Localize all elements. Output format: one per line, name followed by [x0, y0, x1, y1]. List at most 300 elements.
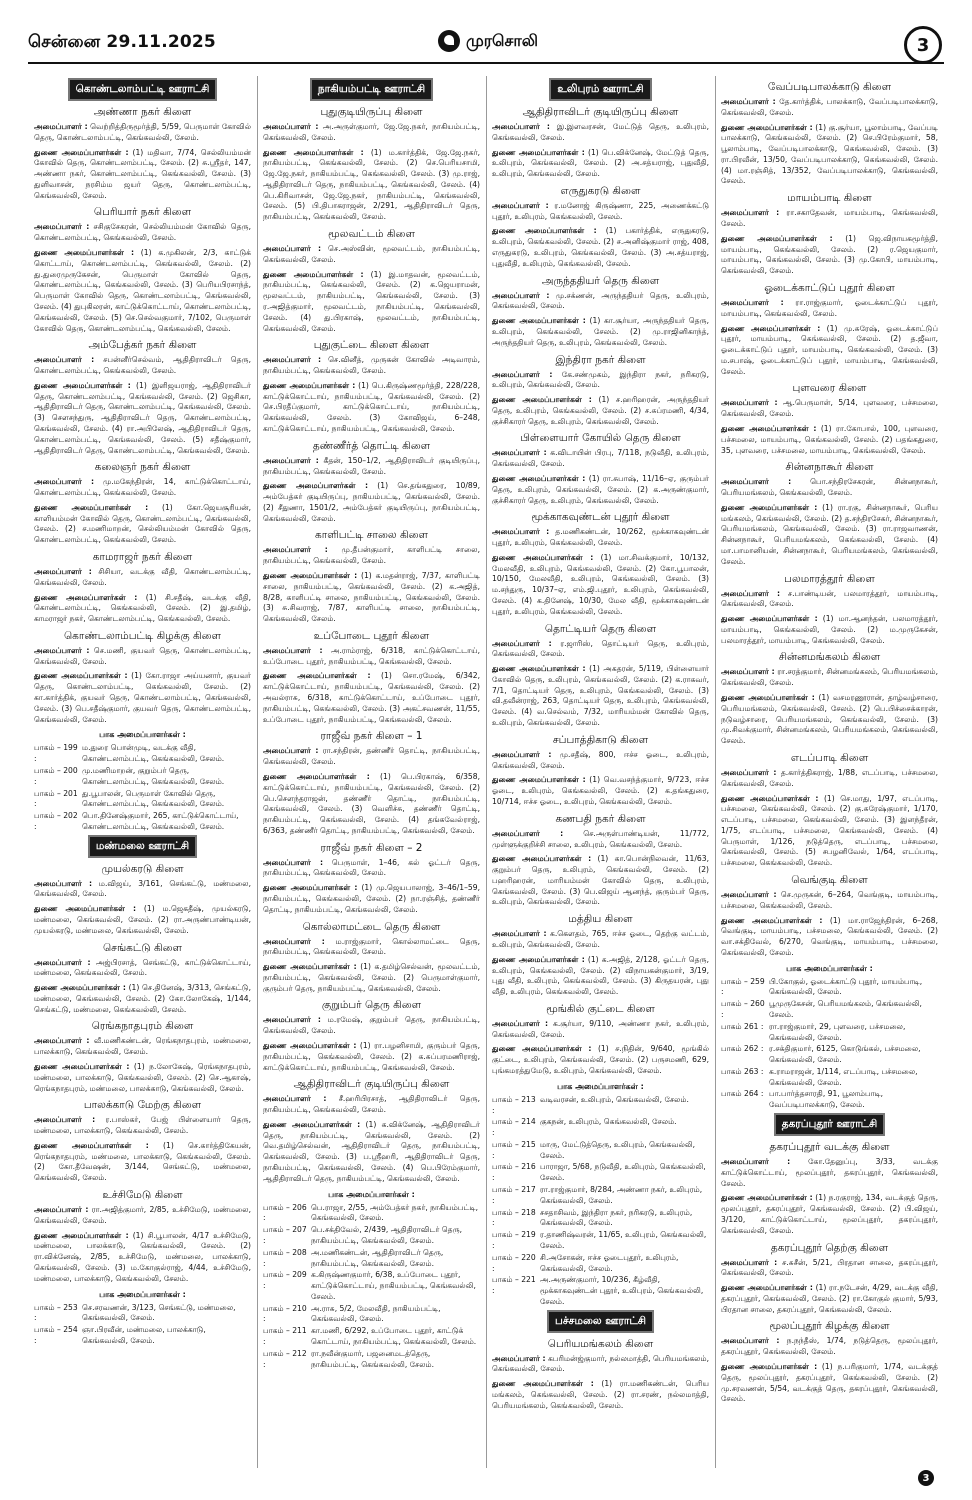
appointment-entry [34, 1205, 251, 1227]
appointee-details: வீ.மணிகண்டன், ரெங்கநாதபுரம், மண்மலை, பாலக்காடு, கெங்கவல்லி, சேலம். [34, 1036, 251, 1057]
appointee-details: அ.ராம்ராஜ், 6/318, காட்டுக்கொட்டாய், உப்போடை புதூர், நாகியம்பட்டி, கெங்கவல்லி, சேலம். [263, 645, 481, 666]
booth-number: பாகம் 261 : [721, 1021, 764, 1031]
booth-number: பாகம் – 253 : [34, 1302, 78, 1323]
role-label: துணை அமைப்பாளர்கள் : [34, 147, 129, 157]
appointment-entry [492, 448, 709, 470]
booth-number: பாகம் 262 : [721, 1044, 764, 1054]
booth-appointee: சசதாசிவம், இந்திரா நகர், நரிகரடு, உலிபுரம், கெங்கவல்லி, சேலம். [540, 1207, 693, 1228]
appointee-details: மு.மகேந்திரன், 14, காட்டுக்கொட்டாய், கொண்டலாம்பட்டி, கெங்கவல்லி, சேலம். [34, 477, 251, 498]
booth-entry [263, 1304, 480, 1326]
appointment-entry [721, 234, 938, 277]
appointee-details: கே.சண்முகம், இந்திரா நகர், நரிகரடு, உலிபுரம், கெங்கவல்லி, சேலம். [492, 369, 709, 390]
appointee-details: சசிகுசேகரன், செல்லியம்மன் கோவில் தெரு, கொண்டலாம்பட்டி, கெங்கவல்லி, சேலம். [34, 222, 251, 243]
appointment-entry [263, 148, 480, 223]
appointment-entry [263, 122, 480, 144]
appointment-entry [263, 1015, 480, 1037]
role-label: துணை அமைப்பாளர்கள் : [492, 395, 592, 405]
role-label: அமைப்பாளர் : [34, 355, 95, 365]
branch-heading: கலைஞர் நகர் கிளை [94, 461, 191, 474]
booth-number: பாகம் – 218 : [492, 1207, 536, 1228]
role-label: அமைப்பாளர் : [263, 545, 328, 555]
role-label: அமைப்பாளர் : [721, 477, 792, 487]
branch-heading: பெரியார் நகர் கிளை [93, 206, 192, 219]
appointment-entry [34, 381, 251, 456]
role-label: அமைப்பாளர் : [492, 1353, 546, 1363]
appointment-entry [721, 589, 938, 611]
role-label: துணை அமைப்பாளர்கள் : [721, 423, 817, 433]
role-label: அமைப்பாளர் : [34, 1036, 90, 1046]
booth-entry [34, 1325, 251, 1347]
appointee-details: (1) கோ.ராஜா அய்யனார், குயவர் தெரு, கொண்டலாம்பட்டி, கெங்கவல்லி, சேலம். (2) கா.கார்த்திக், குயவர் தெரு, கொண்டலாம்பட்டி, கெங்கவல்லி, சேலம். (3) பெ.சதீஷ்குமார், குயவர் தெரு, கொண்டலாம்பட்டி, கெங்கவல்லி, சேலம். [34, 671, 251, 724]
booth-appointee: அ.அருண்குமார், 10/236, கீழ்வீதி, மூக்காகவுண்டன் புதூர், உலிபுரம், கெங்கவல்லி, சேலம். [540, 1275, 704, 1306]
appointment-entry [34, 958, 251, 980]
booth-number: பாகம் – 220 : [492, 1252, 536, 1273]
booth-appointee: பி.கோகுல், ஓடைக்காட்டு புதூர், மாயம்பாடி, கெங்கவல்லி, சேலம். [769, 976, 923, 997]
branch-heading: உப்போடை புதூர் கிளை [313, 629, 430, 642]
booth-number: பாகம் 263 : [721, 1066, 764, 1076]
appointee-details: ர.பாஸ்கர், பேஜ் பிள்ளையார் தெரு, மண்மலை, பாலக்காடு, கெங்கவல்லி, சேலம். [34, 1115, 251, 1136]
appointee-details: செ.மணி, குயவர் தெரு, கொண்டலாம்பட்டி, கெங்கவல்லி, சேலம். [34, 645, 251, 666]
role-label: துணை அமைப்பாளர்கள் : [34, 1230, 129, 1240]
role-label: துணை அமைப்பாளர்கள் : [34, 1062, 130, 1071]
appointment-entry [263, 545, 480, 567]
appointee-details: (1) ரா.பழனிசாமி, குரும்பர் தெரு, நாகியம்பட்டி, கெங்கவல்லி, சேலம். (2) க.சுப்பரமணிராஜ், காட்டுக்கொட்டாய், நாகியம்பட்டி, கெங்கவல்லி, சேலம். [263, 1041, 481, 1072]
branch-heading: கணபதி நகர் கிளை [555, 812, 646, 825]
appointee-details: ச.பாண்டியன், பலமாரத்தூர், மாயம்பாடி, கெங்கவல்லி, சேலம். [721, 588, 938, 609]
appointment-entry [721, 794, 938, 869]
appointee-details: (1) ரா.மணிகண்டன், பெரிய மங்கலம், கெங்கவல்லி, சேலம். (2) ரா.சரண், நல்லமாத்தி, பெரியமங்கலம், கெங்கவல்லி, சேலம். [492, 1379, 710, 1410]
appointment-entry [492, 664, 709, 729]
branch-heading: ஆதிதிராவிடர் குடியிருப்பு கிளை [293, 1078, 450, 1091]
role-label: அமைப்பாளர் : [721, 889, 777, 899]
appointee-details: (1) செ.தங்கதுரை, 10/89, அம்பேத்கர் குடியிருப்பு, நாகியம்பட்டி, கெங்கவல்லி, சேலம். (2) சீதுணா, 1501/2, அம்பேத்கர் குடியிருப்பு, நாகியம்பட்டி, கெங்கவல்லி, சேலம். [263, 481, 481, 523]
booth-entry [492, 1208, 709, 1230]
booth-entry [34, 766, 251, 788]
role-label: துணை அமைப்பாளர்கள் : [263, 269, 364, 279]
role-label: அமைப்பாளர் : [263, 122, 319, 131]
role-label: அமைப்பாளர் : [263, 645, 323, 655]
role-label: அமைப்பாளர் : [492, 828, 564, 838]
paper-name: முரசொலி [466, 30, 538, 50]
booth-appointee: பொ.தினேஷ்குமார், 265, காட்டுக்கொட்டாய், கொண்டலாம்பட்டி, கெங்கவல்லி, சேலம். [82, 811, 239, 831]
role-label: அமைப்பாளர் : [492, 290, 550, 300]
appointment-entry [721, 503, 938, 568]
paper-logo-icon [438, 30, 460, 52]
role-label: அமைப்பாளர் : [263, 1094, 327, 1104]
appointment-entry [492, 553, 709, 618]
branch-heading: புதுகுட்டை கிளை கிளை [313, 339, 430, 352]
booth-entry [721, 999, 938, 1021]
appointment-entry [263, 772, 480, 837]
appointee-details: (1) செ.கார்த்திகேயன், ரெங்கநாதபுரம், மண்மலை, பாலக்காடு, கெங்கவல்லி, சேலம். (2) கோ.தீவேஷன், 3/144, செங்கட்டு, மண்மலை, கெங்கவல்லி, சேலம். [34, 1140, 251, 1183]
appointment-entry [492, 527, 709, 549]
booth-appointee: அ.மணிகண்டன், ஆதிதிராவிடர் தெரு, நாகியம்பட்டி, கெங்கவல்லி, சேலம். [311, 1247, 444, 1268]
appointee-details: (1) ச.ஹரிஹரன், அருந்ததியர் தெரு, உலிபுரம், கெங்கவல்லி, சேலம். (2) ச.சுப்ரமணி, 4/34, குச்சிகாரர் தெரு, உலிபுரம், கெங்கவல்லி, சேலம். [492, 395, 709, 426]
appointee-details: செ.முருகன், 6–264, வெங்குடி, மாயம்பாடி, பச்சமலை, கெங்கவல்லி, சேலம். [721, 889, 938, 910]
role-label: அமைப்பாளர் : [34, 477, 94, 487]
section-heading: பாக அமைப்பாளர்கள் : [557, 1081, 644, 1091]
appointment-entry [721, 324, 938, 378]
role-label: துணை அமைப்பாளர்கள் : [721, 233, 833, 243]
role-label: அமைப்பாளர் : [263, 1015, 321, 1025]
appointee-details: செ.அருள்பாண்டியன், 11/772, முள்ளுக்குறிச்சி சாலை, உலிபுரம், கெங்கவல்லி, சேலம். [492, 828, 709, 849]
role-label: அமைப்பாளர் : [492, 929, 547, 939]
appointee-details: த.கார்த்திகராஜ், 1/88, எடப்பாடி, பச்சமலை, கெங்கவல்லி, சேலம். [721, 767, 938, 788]
branch-heading: செங்கட்டு கிளை [103, 941, 182, 954]
section-heading: பாக அமைப்பாளர்கள் : [328, 1189, 415, 1199]
role-label: அமைப்பாளர் : [34, 957, 91, 967]
appointment-entry [263, 646, 480, 668]
panchayat-heading: கொண்டலாம்பட்டி ஊராட்சி [68, 78, 218, 101]
column-1 [28, 76, 257, 1468]
appointment-entry [492, 316, 709, 348]
booth-appointee: ர.தாணிஷ்வரன், 11/65, உலிபுரம், கெங்கவல்லி, சேலம். [540, 1230, 707, 1250]
branch-heading: தண்ணீர்த் தொட்டி கிளை [312, 439, 431, 452]
appointment-entry [263, 481, 480, 524]
booth-entry [492, 1253, 709, 1275]
role-label: துணை அமைப்பாளர்கள் : [263, 1041, 357, 1050]
appointment-entry [492, 201, 709, 223]
appointee-details: (1) பகார்த்திக், எருதுகரடு, உலிபுரம், கெங்கவல்லி, சேலம். (2) ச.அனிஷ்குமார் ராஜ், 408, எருதுகரடு, உலிபுரம், கெங்கவல்லி, சேலம். (3) அ.சத்யராஜ், புதுவீதி, உலிபுரம், கெங்கவல்லி, சேலம். [492, 226, 710, 268]
header-rule [28, 62, 944, 64]
booth-number: பாகம் – 212 : [263, 1348, 307, 1369]
appointment-entry [34, 983, 251, 1015]
appointment-entry [34, 122, 251, 144]
branch-heading: சின்னநாகூர் கிளை [785, 461, 874, 474]
appointee-details: (1) ரா.கோபால், 100, புளவரை, பச்சமலை, மாயம்பாடி, கெங்கவல்லி, சேலம். (2) பதங்கதுரை, 35, புளவரை, பச்சமலை, மாயம்பாடி, கெங்கவல்லி, சேலம். [721, 423, 938, 455]
role-label: அமைப்பாளர் : [721, 1157, 791, 1167]
appointee-details: கோ.தேனுப்பு, 3/33, வடக்கு காட்டுக்கொட்டாய், மூலப்புதூர், தகரப்புதூர், கெங்கவல்லி, சேலம். [721, 1157, 938, 1188]
role-label: துணை அமைப்பாளர்கள் : [492, 854, 592, 864]
appointment-entry [34, 355, 251, 377]
appointee-details: (1) வசமரணூரான், தாழ்வழ்சாரை, பெரியமங்கலம், கெங்கவல்லி, சேலம். (2) பெ.பிச்சைக்காரன், நடுவழ்சாரை, பெரியமங்கலம், கெங்கவல்லி, சேலம். (3) மு.சிவக்குமார், சின்னமங்கலம், பெரியமங்கலம், கெங்கவல்லி, சேலம். [721, 693, 938, 746]
branch-heading: மாயம்பாடி கிளை [787, 192, 872, 205]
role-label: அமைப்பாளர் : [721, 398, 778, 408]
appointment-entry [721, 1283, 938, 1315]
appointment-entry [34, 1062, 251, 1094]
appointee-details: ரா.அஜித்குமார், 2/85, உச்சிமேடு, மண்மலை, கெங்கவல்லி, சேலம். [34, 1205, 251, 1225]
appointment-entry [492, 1379, 709, 1411]
appointee-details: செ.வினீத், முருகன் கோவில் அடிவாரம், நாகியம்பட்டி, கெங்கவல்லி, சேலம். [263, 355, 480, 376]
role-label: அமைப்பாளர் : [492, 638, 552, 648]
booth-number: பாகம் – 260 : [721, 999, 765, 1019]
branch-heading: வேப்படிபாலக்காடு கிளை [767, 81, 892, 93]
role-label: துணை அமைப்பாளர்கள் : [34, 380, 131, 390]
appointee-details: அ.அருள்குமார், ஜே.ஜே.நகர், நாகியம்பட்டி, கெங்கவல்லி, சேலம். [263, 122, 481, 142]
appointee-details: (1) பெ.கிருஷ்ணமூர்த்தி, 228/228, காட்டுக்கொட்டாய், நாகியம்பட்டி, கெங்கவல்லி, சேலம். (2) செ.பிரதீப்குமார், காட்டுக்கொட்டாய், நாகியம்பட்டி, கெங்கவல்லி, சேலம். (3) கோவிஜய், 6–248, காட்டுக்கொட்டாய், நாகியம்பட்டி, கெங்கவல்லி, சேலம். [263, 380, 480, 433]
panchayat-heading: தகரப்புதூர் ஊராட்சி [774, 1113, 886, 1136]
branch-heading: பெரியமங்கலம் கிளை [547, 1337, 654, 1350]
booth-entry [263, 1349, 480, 1371]
booth-number: பாகம் – 211 : [263, 1326, 307, 1346]
appointment-entry [263, 355, 480, 377]
panchayat-heading: நாகியம்பட்டி ஊராட்சி [310, 78, 433, 101]
appointee-details: ரா.ராஜ்குமார், ஓடைக்காட்டுப் புதூர், மாயம்பாடி, கெங்கவல்லி, சேலம். [721, 297, 938, 318]
branch-heading: கொண்டலாம்பட்டி கிழக்கு கிளை [64, 629, 221, 642]
appointee-details: (1) செ.தினேஷ், 3/313, செங்கட்டு, மண்மலை, கெங்கவல்லி, சேலம். (2) கோ.லோகேஷ், 1/144, செங்கட்டு, மண்மலை, கெங்கவல்லி, சேலம். [34, 983, 251, 1014]
role-label: துணை அமைப்பாளர்கள் : [721, 122, 813, 132]
appointment-entry [492, 474, 709, 506]
role-label: துணை அமைப்பாளர்கள் : [263, 380, 356, 390]
appointment-entry [721, 298, 938, 320]
role-label: துணை அமைப்பாளர்கள் : [263, 962, 357, 972]
appointee-details: (1) ம.கார்த்திக், ஜே.ஜே.நகர், நாகியம்பட்டி, கெங்கவல்லி, சேலம். (2) செ.பெரியசாமி, ஜே.ஜே.நகர், நாகியம்பட்டி, கெங்கவல்லி, சேலம். (3) மு.ராஜ், ஆதிதிராவிடர் தெரு, நாகியம்பட்டி, கெங்கவல்லி, சேலம். (4) பெ.கிரிவாசன், ஜே.ஜே.நகர், நாகியம்பட்டி, கெங்கவல்லி, சேலம். (5) பி.திபாகராஜன், 2/291, ஆதிதிராவிடர் தெரு, நாகியம்பட்டி, கெங்கவல்லி, சேலம். [263, 147, 480, 222]
appointment-entry [492, 1044, 709, 1076]
appointee-details: ர.மனோஜ் கிருஷ்ணா, 225, அணைக்கட்டு புதூர், உலிபுரம், கெங்கவல்லி, சேலம். [492, 200, 709, 221]
booth-number: பாகம் – 201 : [34, 788, 78, 809]
branch-heading: மூலவட்டம் கிளை [328, 228, 415, 241]
appointee-details: ச.சுசீன், 5/21, பிரதான சாலை, தகரப்புதூர், கெங்கவல்லி, சேலம். [721, 1257, 938, 1278]
role-label: துணை அமைப்பாளர்கள் : [721, 1193, 813, 1203]
role-label: அமைப்பாளர் : [492, 527, 550, 537]
appointment-entry [721, 1193, 938, 1236]
booth-entry [721, 1044, 938, 1066]
booth-appointee: சி.அசோகன், ஈச்ச ஓடைபுதூர், உலிபுரம், கெங்கவல்லி, சேலம். [540, 1252, 679, 1273]
booth-entry [492, 1230, 709, 1252]
booth-appointee: க.ராமராஜன், 1/114, எடப்பாடி, பச்சமலை, கெங்கவல்லி, சேலம். [769, 1066, 918, 1087]
appointment-entry [721, 1157, 938, 1189]
role-label: துணை அமைப்பாளர்கள் : [492, 1379, 594, 1389]
branch-heading: கொல்லாமட்டை தெரு கிளை [302, 920, 441, 933]
panchayat-heading: பச்சமலை ஊராட்சி [547, 1310, 654, 1333]
appointee-details: (1) ஜெ.விநாயகமூர்த்தி, மாயம்பாடி, கெங்கவல்லி, சேலம். (2) ர.ஜெயகுமார், மாயம்பாடி, கெங்கவல்லி, சேலம். (3) மு.கோபி, மாயம்பாடி, கெங்கவல்லி, சேலம். [721, 233, 938, 276]
appointee-details: (1) இளிஜயராஜ், ஆதிதிராவிடர் தெரு, கொண்டலாம்பட்டி, கெங்கவல்லி, சேலம். (2) ஜெசிகா, ஆதிதிராவிடர் தெரு, கொண்டலாம்பட்டி, கெங்கவல்லி, சேலம். (3) செளசந்துரு, ஆதிதிராவிடர் தெரு, கொண்டலாம்பட்டி, கெங்கவல்லி, சேலம். (4) ரா.அபிலேஷ், ஆதிதிராவிடர் தெரு, கொண்டலாம்பட்டி, கெங்கவல்லி, சேலம். (5) சதீஷ்குமார், ஆதிதிராவிடர் தெரு, கொண்டலாம்பட்டி, கெங்கவல்லி, சேலம். [34, 380, 251, 455]
appointee-details: சிசியா, வடக்கு வீதி, கொண்டலாம்பட்டி, கெங்கவல்லி, சேலம். [34, 567, 251, 587]
appointee-details: கபரிமன்ஜ்குமார், நல்லமாத்தி, பெரியமங்கலம், கெங்கவல்லி, சேலம். [492, 1353, 710, 1374]
role-label: துணை அமைப்பாளர்கள் : [721, 915, 823, 925]
appointee-details: த.மணிகண்டன், 10/262, மூக்காகவுண்டன் புதூர், உலிபுரம், கெங்கவல்லி, சேலம். [492, 527, 709, 548]
appointee-details: (1) சி.சதீஷ், வடக்கு வீதி, கொண்டலாம்பட்டி, கெங்கவல்லி, சேலம். (2) இ.தமிழ், காமராஜர் நகர், கொண்டலாம்பட்டி, கெங்கவல்லி, சேலம். [34, 592, 251, 624]
appointment-entry [721, 424, 938, 456]
appointment-entry [34, 248, 251, 334]
role-label: அமைப்பாளர் : [263, 355, 322, 365]
role-label: துணை அமைப்பாளர்கள் : [34, 904, 137, 914]
branch-heading: மூங்கில் குட்டை கிளை [546, 1002, 655, 1015]
role-label: அமைப்பாளர் : [263, 244, 322, 254]
appointment-entry [263, 746, 480, 768]
booth-appointee: மு.மணிமாறன், குறும்பர் தெரு, கொண்டலாம்பட்டி, கெங்கவல்லி, சேலம். [82, 765, 225, 786]
appointment-entry [263, 456, 480, 478]
role-label: துணை அமைப்பாளர்கள் : [263, 571, 358, 580]
panchayat-heading: மண்மலை ஊராட்சி [88, 835, 197, 858]
booth-entry [492, 1275, 709, 1307]
appointment-entry [721, 667, 938, 689]
appointment-entry [721, 614, 938, 646]
appointee-details: ரா.சகாதேவன், மாயம்பாடி, கெங்கவல்லி, சேலம். [721, 208, 938, 229]
role-label: துணை அமைப்பாளர்கள் : [34, 671, 128, 681]
role-label: துணை அமைப்பாளர்கள் : [263, 147, 364, 157]
appointment-entry [492, 775, 709, 807]
branch-heading: மூலப்புதூர் கிழக்கு கிளை [769, 1320, 890, 1333]
role-label: துணை அமைப்பாளர்கள் : [34, 502, 149, 512]
appointee-details: மு.சக்ணன், அருந்ததியர் தெரு, உலிபுரம், கெங்கவல்லி, சேலம். [492, 290, 709, 311]
booth-entry [721, 977, 938, 999]
appointment-entry [492, 122, 709, 144]
appointment-entry [721, 1362, 938, 1405]
appointment-entry [263, 883, 480, 915]
appointment-entry [721, 398, 938, 420]
appointment-entry [34, 904, 251, 936]
appointment-entry [492, 639, 709, 661]
booth-appointee: ம.துரை பொன்முடி, வடக்கு வீதி, கொண்டலாம்பட்டி, கெங்கவல்லி, சேலம். [82, 743, 225, 764]
appointee-details: (1) மு.சுரேஷ், ஓடைக்காட்டுப் புதூர், மாயம்பாடி, கெங்கவல்லி, சேலம். (2) த.ஜீவா, ஓடைக்காட்டுப் புதூர், மாயம்பாடி, கெங்கவல்லி, சேலம். (3) ம.சபாஷ், ஓடைக்காட்டுப் புதூர், மாயம்பாடி, கெங்கவல்லி, சேலம். [721, 323, 938, 376]
appointee-details: (1) இ.மாதவன், மூலவட்டம், நாகியம்பட்டி, கெங்கவல்லி, சேலம். (2) க.ஜெயராமன், மூலவட்டம், நாகியம்பட்டி, கெங்கவல்லி, சேலம். (3) ர.அஜித்குமார், மூலவட்டம், நாகியம்பட்டி, கெங்கவல்லி, சேலம். (4) து.பிரகாஷ், மூலவட்டம், நாகியம்பட்டி, கெங்கவல்லி, சேலம். [263, 269, 480, 333]
booth-appointee: செ.சரவணன், 3/123, செங்கட்டு, மண்மலை, கெங்கவல்லி, சேலம். [82, 1302, 236, 1323]
role-label: அமைப்பாளர் : [34, 122, 88, 131]
role-label: அமைப்பாளர் : [263, 455, 319, 465]
booth-number: பாகம் – 214 : [492, 1117, 536, 1138]
appointment-entry [721, 97, 938, 119]
section-heading: பாக அமைப்பாளர்கள் : [99, 730, 186, 740]
section-heading: பாக அமைப்பாளர்கள் : [99, 1289, 186, 1299]
booth-number: பாகம் – 208 : [263, 1247, 307, 1268]
appointment-entry [263, 1120, 480, 1185]
role-label: துணை அமைப்பாளர்கள் : [34, 983, 126, 993]
appointment-entry [721, 477, 938, 499]
booth-entry [34, 811, 251, 833]
branch-heading: சப்பாத்திகாடு கிளை [552, 733, 649, 746]
appointment-entry [34, 503, 251, 546]
appointee-details: (1) ரா.நடேசன், 4/29, வடக்கு வீதி, தகரப்புதூர், கெங்கவல்லி, சேலம். (2) ரா.கோகுல் குமார், 5/93, பிரதான சாலை, தகரப்புதூர், கெங்கவல்லி, சேலம். [721, 1283, 938, 1314]
role-label: அமைப்பாளர் : [492, 448, 547, 458]
role-label: அமைப்பாளர் : [492, 369, 553, 379]
booth-number: பாகம் – 210 : [263, 1303, 307, 1324]
role-label: அமைப்பாளர் : [492, 200, 549, 210]
appointment-entry [492, 226, 709, 269]
branch-heading: இந்திரா நகர் கிளை [555, 353, 646, 366]
section-heading: பாக அமைப்பாளர்கள் : [786, 963, 873, 973]
role-label: துணை அமைப்பாளர்கள் : [721, 502, 818, 512]
branch-heading: காளிபட்டி சாலை கிளை [315, 529, 428, 542]
booth-number: பாகம் – 207 : [263, 1225, 307, 1245]
booth-entry [34, 743, 251, 765]
appointment-entry [492, 1354, 709, 1376]
booth-entry [492, 1185, 709, 1207]
paper-branding [438, 30, 538, 52]
branch-heading: முயல்கரடு கிளை [101, 862, 184, 875]
appointment-entry [34, 1231, 251, 1285]
booth-number: பாகம் – 216 : [492, 1162, 536, 1183]
booth-appointee: து.பூபாலன், பெருமாள் கோவில் தெரு, கொண்டலாம்பட்டி, கெங்கவல்லி, சேலம். [82, 788, 225, 809]
booth-appointee: குகநன், உலிபுரம், கெங்கவல்லி, சேலம். [540, 1117, 677, 1127]
role-label: அமைப்பாளர் : [263, 857, 323, 867]
column-4 [715, 76, 944, 1468]
appointee-details: (1) க.அஜித், 2/128, ஓட்டர் தெரு, உலிபுரம், கெங்கவல்லி, சேலம். (2) விநாயகன்குமார், 3/19, புது வீதி, உலிபுரம், கெங்கவல்லி, சேலம். (3) கிருதயரன், புது வீதி, உலிபுரம், கெங்கவல்லி, சேலம். [492, 954, 709, 997]
role-label: துணை அமைப்பாளர்கள் : [721, 693, 815, 703]
appointee-details: (1) மா.ஆனந்தன், பலமாரத்தூர், மாயம்பாடி, கெங்கவல்லி, சேலம். (2) ம.முருகேசன், பலமாரத்தூர், மாயம்பாடி, கெங்கவல்லி, சேலம். [721, 614, 938, 645]
branch-heading: தொட்டியர் தெரு கிளை [544, 622, 657, 635]
appointment-entry [34, 593, 251, 625]
branch-heading: ராஜீவ் நகர் கிளை – 2 [320, 841, 423, 854]
appointment-entry [721, 1336, 938, 1358]
appointee-details: (1) சொ.ரமேஷ், 6/342, காட்டுக்கொட்டாய், நாகியம்பட்டி, கெங்கவல்லி, சேலம். (2) அவல்ராசு, 6/318, காட்டுக்கொட்டாய், உப்போடை புதூர், நாகியம்பட்டி, கெங்கவல்லி, சேலம். (3) அகட்சவணன், 11/55, உப்போடை புதூர், நாகியம்பட்டி, கெங்கவல்லி, சேலம். [263, 671, 480, 724]
booth-entry [492, 1162, 709, 1184]
role-label: அமைப்பாளர் : [721, 297, 784, 307]
booth-appointee: பா.பார்த்தசாரதி, 91, பூலாம்பாடி, வேப்படிபாலக்காடு, சேலம். [769, 1089, 884, 1110]
appointee-details: (1) ந.ரகுராஜ், 134, வடக்குத் தெரு, மூலப்புதூர், தகரப்புதூர், கெங்கவல்லி, சேலம். (2) பி.விஜய், 3/120, காட்டுக்கொட்டாய், மூலப்புதூர், தகரப்புதூர், கெங்கவல்லி, சேலம். [721, 1193, 938, 1235]
appointee-details: அஜ்பிரசாத், செங்கட்டு, காட்டுக்கொட்டாய், மண்மலை, கெங்கவல்லி, சேலம். [34, 957, 251, 978]
article-columns [28, 76, 944, 1468]
role-label: துணை அமைப்பாளர்கள் : [492, 473, 586, 483]
branch-heading: காமராஜர் நகர் கிளை [92, 551, 193, 563]
branch-heading: மத்திய கிளை [568, 913, 633, 926]
column-3 [486, 76, 715, 1468]
appointee-details: (1) க.தமிழ்செல்வன், மூலவட்டம், நாகியம்பட்டி, கெங்கவல்லி, சேலம். (2) பெருமாள்குமார், குரும்பர் தெரு, நாகியம்பட்டி, கெங்கவல்லி, சேலம். [263, 962, 481, 993]
booth-appointee: கா.மணி, 6/292, உப்போடை புதூர், காட்டுக் கொட்டாய், நாகியம்பட்டி, கெங்கவல்லி, சேலம். [311, 1326, 477, 1346]
appointee-details: (1) ரா.சுபாஷ், 11/16–ஏ, குரும்பர் தெரு, உலிபுரம், கெங்கவல்லி, சேலம். (2) க.அருண்குமார், குச்சிகாரர் தெரு, உலிபுரம், கெங்கவல்லி, சேலம். [492, 473, 709, 505]
booth-appointee: பூமுருகேசன், பெரியமங்கலம், கெங்கவல்லி, சேலம். [769, 999, 922, 1019]
appointment-entry [492, 929, 709, 951]
appointment-entry [721, 1258, 938, 1280]
appointee-details: (1) வெ.வசந்த்குமார், 9/723, ஈச்ச ஓடை, உலிபுரம், கெங்கவல்லி, சேலம். (2) க.தங்கதுரை, 10/714, ஈச்ச ஓடை, உலிபுரம், கெங்கவல்லி, சேலம். [492, 775, 709, 806]
role-label: துணை அமைப்பாளர்கள் : [34, 592, 138, 602]
branch-heading: தகரப்புதூர் வடக்கு கிளை [769, 1141, 890, 1154]
appointee-details: க.கௌதம், 765, ஈச்ச ஓடை, தெற்கு வட்டம், உலிபுரம், கெங்கவல்லி, சேலம். [492, 929, 709, 949]
appointee-details: (1) கா.சூர்யா, அருந்ததியர் தெரு, உலிபுரம், கெங்கவல்லி, சேலம். (2) மு.ராஜினிகாந்த், அருந்ததியர் தெரு, உலிபுரம், கெங்கவல்லி, சேலம். [492, 316, 709, 347]
appointee-details: (1) கா.பொன்நிலவன், 11/63, குறும்பர் தெரு, உலிபுரம், கெங்கவல்லி, சேலம். (2) பஹரிஹரன், மாரியம்மன் கோவில் தெரு, உலிபுரம், கெங்கவல்லி, சேலம். (3) பெ.விஜய் ஆனந்த், குரும்பர் தெரு, உலிபுரம், கெங்கவல்லி, சேலம். [492, 854, 709, 907]
booth-entry [263, 1326, 480, 1348]
appointment-entry [34, 646, 251, 668]
booth-entry [34, 789, 251, 811]
role-label: அமைப்பாளர் : [263, 746, 319, 756]
appointment-entry [263, 962, 480, 994]
branch-heading: ரெங்கநாதபுரம் கிளை [91, 1020, 194, 1033]
booth-appointee: பெ.ராஜா, 2/55, அம்பேத்கர் நகர், நாகியம்பட்டி, கெங்கவல்லி, சேலம். [311, 1202, 479, 1223]
branch-heading: புதுகுடியிருப்பு கிளை [320, 106, 423, 118]
role-label: அமைப்பாளர் : [34, 645, 90, 655]
booth-appointee: அ.ராசு, 5/2, மேலவீதி, நாகியம்பட்டி, கெங்கவல்லி, சேலம். [311, 1303, 441, 1324]
role-label: அமைப்பாளர் : [34, 222, 90, 232]
role-label: அமைப்பாளர் : [492, 122, 550, 131]
appointment-entry [34, 1115, 251, 1137]
booth-entry [492, 1095, 709, 1117]
role-label: துணை அமைப்பாளர்கள் : [263, 883, 358, 893]
appointment-entry [263, 571, 480, 625]
appointment-entry [34, 567, 251, 589]
appointee-details: க.சூர்யா, 9/110, அண்ணா நகர், உலிபுரம், கெங்கவல்லி, சேலம். [492, 1018, 709, 1039]
appointment-entry [263, 1041, 480, 1073]
booth-entry [263, 1248, 480, 1270]
appointee-details: (1) மா.சிவக்குமார், 10/132, மேலவீதி, உலிபுரம், கெங்கவல்லி, சேலம். (2) கோ.பூபாலன், 10/150, மேலவீதி, உலிபுரம், கெங்கவல்லி, சேலம். (3) ம.சந்துரு, 10/37–ஏ, எம்.ஜி.புதூர், உலிபுரம், கெங்கவல்லி, சேலம். (4) க.தினேஷ், 10/30, மேல வீதி, மூக்காகவுண்டன் புதூர், உலிபுரம், கெங்கவல்லி, சேலம். [492, 552, 709, 616]
role-label: துணை அமைப்பாளர்கள் : [34, 1140, 149, 1150]
appointment-entry [492, 395, 709, 427]
booth-number: பாகம் – 209 : [263, 1270, 307, 1291]
booth-appointee: ரா.ராஜ்குமார், 8/284, அண்ணா நகர், உலிபுரம், கெங்கவல்லி, சேலம். [540, 1185, 703, 1205]
booth-number: பாகம் – 254 : [34, 1325, 78, 1345]
appointment-entry [263, 381, 480, 435]
booth-entry [721, 1089, 938, 1111]
branch-heading: வெங்குடி கிளை [791, 873, 868, 886]
role-label: துணை அமைப்பாளர்கள் : [263, 1119, 361, 1129]
booth-number: பாகம் – 202 : [34, 811, 78, 831]
appointment-entry [34, 477, 251, 499]
appointee-details: (1) பெ.பிரகாஷ், 6/358, காட்டுக்கொட்டாய், நாகியம்பட்டி, கெங்கவல்லி, சேலம். (2) பெ.சௌந்தராஜன், தண்ணீர் தொட்டி, நாகியம்பட்டி, கெங்கவல்லி, சேலம். (3) வெளிச்சு, தண்ணீர் தொட்டி, நாகியம்பட்டி, கெங்கவல்லி, சேலம். (4) தங்கவேல்ராஜ், 6/363, தண்ணீர் தொட்டி, நாகியம்பட்டி, கெங்கவல்லி, சேலம். [263, 771, 481, 835]
role-label: அமைப்பாளர் : [721, 208, 780, 218]
role-label: துணை அமைப்பாளர்கள் : [721, 1283, 813, 1293]
appointee-details: (1) மதிவா, 7/74, செல்லியம்மன் கோவில் தெரு, கொண்டலாம்பட்டி, சேலம். (2) சு.ஸ்ரீதர், 147, அண்ணா நகர், கொண்டலாம்பட்டி, கெங்கவல்லி, சேலம். (3) துளிவாசன், நரசிம்ம ஜயர் தெரு, கொண்டலாம்பட்டி, கெங்கவல்லி, சேலம். [34, 147, 252, 200]
appointment-entry [34, 148, 251, 202]
booth-entry [492, 1117, 709, 1139]
booth-entry [721, 1067, 938, 1089]
masthead [0, 0, 972, 66]
role-label: துணை அமைப்பாளர்கள் : [263, 481, 369, 491]
branch-heading: குறும்பர் தெரு கிளை [321, 999, 422, 1012]
appointee-details: ம.ராஜ்குமார், கொல்லாமட்டை தெரு, நாகியம்பட்டி, கெங்கவல்லி, சேலம். [263, 936, 480, 957]
booth-appointee: பெ.சக்திவேல், 2/439, ஆதிதிராவிடர் தெரு, நாகியம்பட்டி, கெங்கவல்லி, சேலம். [311, 1225, 463, 1245]
role-label: அமைப்பாளர் : [34, 878, 92, 888]
appointee-details: மு.சதீஷ், 800, ஈச்ச ஓடை, உலிபுரம், கெங்கவல்லி, சேலம். [492, 749, 709, 770]
branch-heading: ஓடைக்காட்டுப் புதூர் கிளை [764, 281, 895, 294]
